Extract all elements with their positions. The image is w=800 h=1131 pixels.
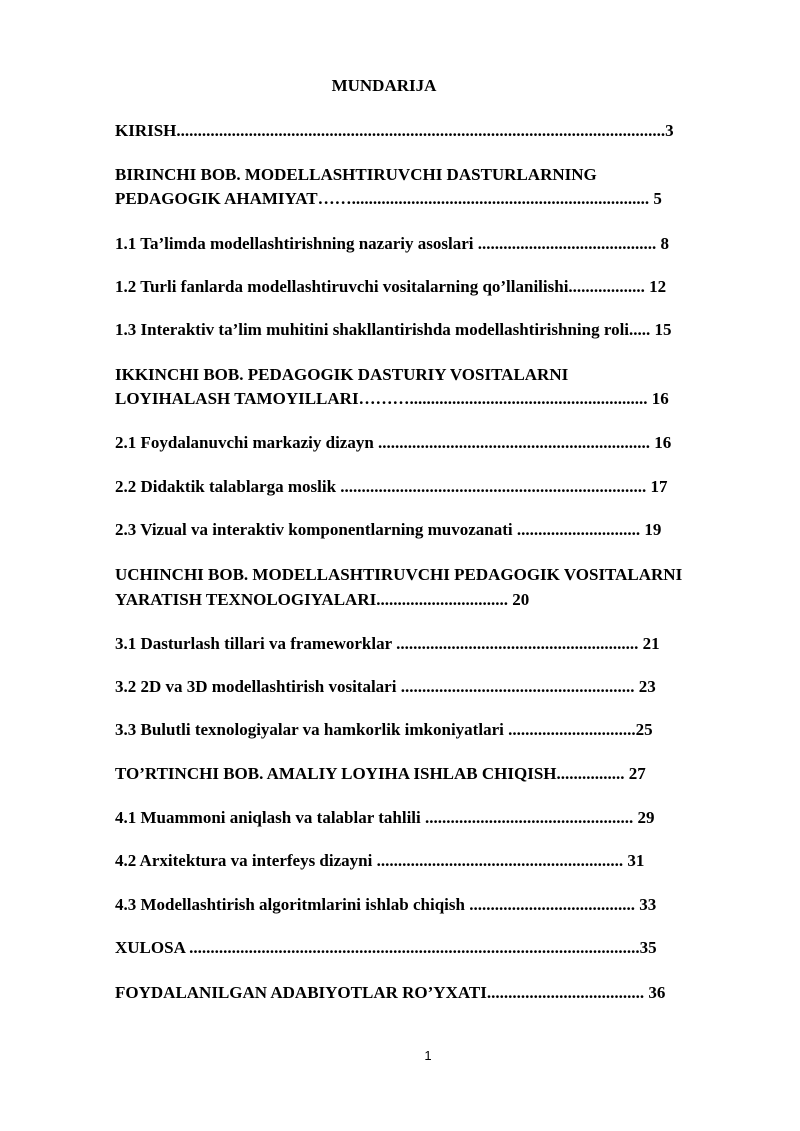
toc-entry-2-1[interactable]: 2.1 Foydalanuvchi markaziy dizayn ................................................................ 16 bbox=[115, 433, 672, 452]
toc-entry-kirish[interactable]: KIRISH...................................................................................................................3 bbox=[115, 121, 674, 140]
toc-entry-chapter-1-line-1[interactable]: BIRINCHI BOB. MODELLASHTIRUVCHI DASTURLARNING bbox=[115, 165, 597, 184]
toc-entry-chapter-1-line-2[interactable]: PEDAGOGIK AHAMIYAT……...................................................................... 5 bbox=[115, 189, 662, 208]
toc-entry-chapter-3-line-1[interactable]: UCHINCHI BOB. MODELLASHTIRUVCHI PEDAGOGIK VOSITALARNI bbox=[115, 565, 683, 584]
toc-entry-2-3[interactable]: 2.3 Vizual va interaktiv komponentlarning muvozanati ............................. 19 bbox=[115, 520, 662, 539]
toc-title: MUNDARIJA bbox=[331, 76, 437, 95]
toc-entry-3-2[interactable]: 3.2 2D va 3D modellashtirish vositalari ....................................................... 23 bbox=[115, 677, 656, 696]
page-number: 1 bbox=[424, 1048, 432, 1063]
toc-entry-4-2[interactable]: 4.2 Arxitektura va interfeys dizayni .......................................................... 31 bbox=[115, 851, 645, 870]
toc-entry-4-3[interactable]: 4.3 Modellashtirish algoritmlarini ishlab chiqish ....................................... 33 bbox=[115, 895, 657, 914]
toc-entry-1-1[interactable]: 1.1 Ta’limda modellashtirishning nazariy asoslari .......................................... 8 bbox=[115, 234, 669, 253]
toc-entry-chapter-2-line-1[interactable]: IKKINCHI BOB. PEDAGOGIK DASTURIY VOSITALARNI bbox=[115, 365, 569, 384]
toc-entry-1-2[interactable]: 1.2 Turli fanlarda modellashtiruvchi vositalarning qo’llanilishi.................. 12 bbox=[115, 277, 667, 296]
toc-entry-xulosa[interactable]: XULOSA ..........................................................................................................35 bbox=[115, 938, 657, 957]
toc-entry-chapter-3-line-2[interactable]: YARATISH TEXNOLOGIYALARI............................... 20 bbox=[115, 590, 530, 609]
toc-entry-chapter-4[interactable]: TO’RTINCHI BOB. AMALIY LOYIHA ISHLAB CHIQISH................ 27 bbox=[115, 764, 646, 783]
toc-entry-4-1[interactable]: 4.1 Muammoni aniqlash va talablar tahlili ................................................. 29 bbox=[115, 808, 655, 827]
toc-entry-chapter-2-line-2[interactable]: LOYIHALASH TAMOYILLARI………........................................................ 16 bbox=[115, 389, 669, 408]
toc-entry-2-2[interactable]: 2.2 Didaktik talablarga moslik ........................................................................ 17 bbox=[115, 477, 668, 496]
toc-entry-1-3[interactable]: 1.3 Interaktiv ta’lim muhitini shakllantirishda modellashtirishning roli..... 15 bbox=[115, 320, 672, 339]
toc-entry-3-1[interactable]: 3.1 Dasturlash tillari va frameworklar ......................................................... 21 bbox=[115, 634, 660, 653]
toc-entry-3-3[interactable]: 3.3 Bulutli texnologiyalar va hamkorlik imkoniyatlari ..............................25 bbox=[115, 720, 653, 739]
toc-entry-adabiyotlar[interactable]: FOYDALANILGAN ADABIYOTLAR RO’YXATI..................................... 36 bbox=[115, 983, 666, 1002]
